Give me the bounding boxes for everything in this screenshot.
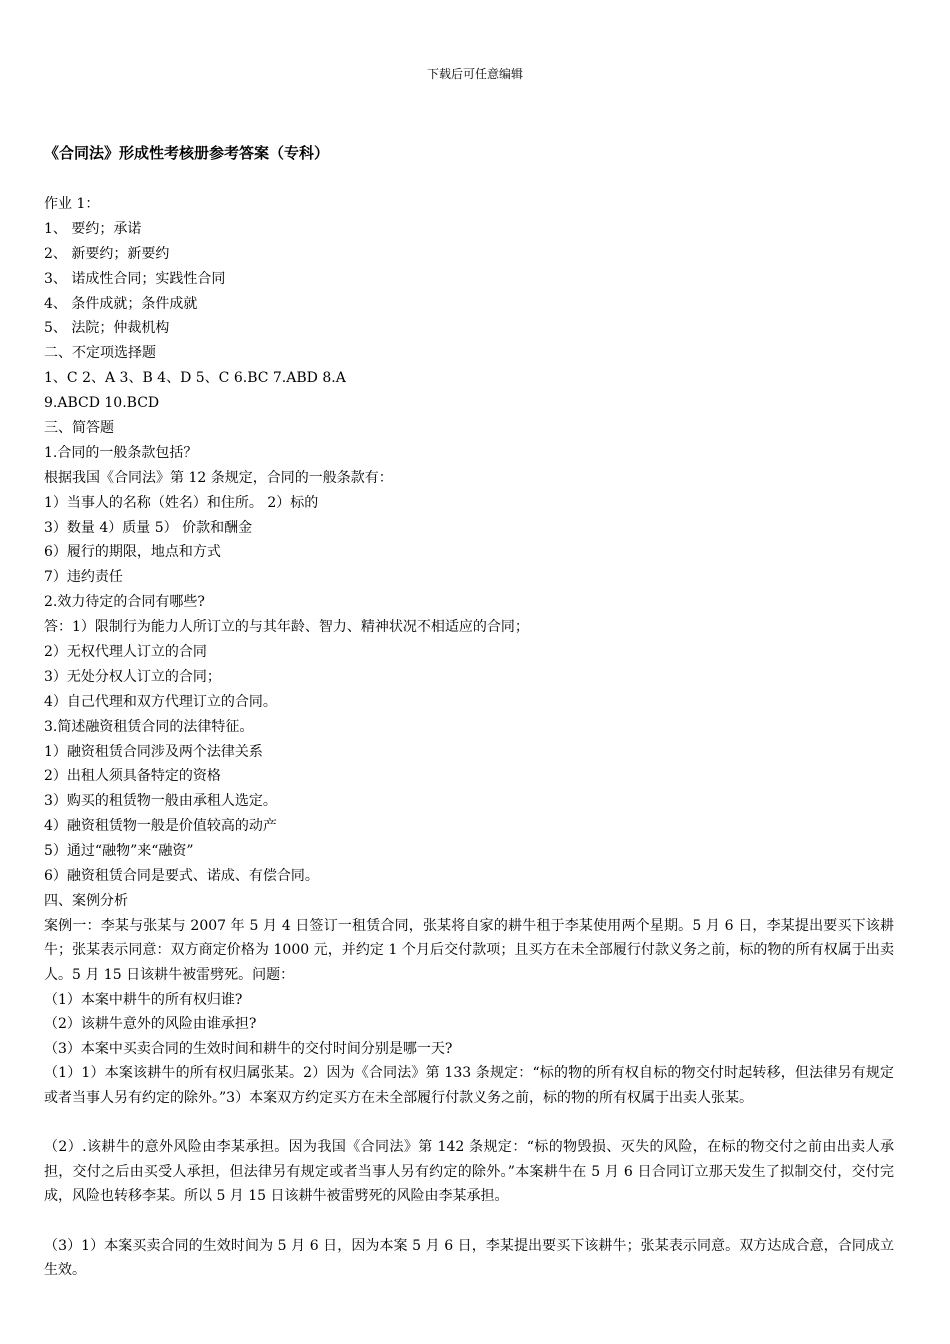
text-line: 7）违约责任 bbox=[44, 569, 123, 586]
document-title: 《合同法》形成性考核册参考答案（专科） bbox=[44, 144, 330, 162]
text-line: 3.简述融资租赁合同的法律特征。 bbox=[44, 718, 254, 735]
case-description: 案例一：李某与张某与 2007 年 5 月 4 日签订一租赁合同，张某将自家的耕牛租于李某使用两个星期。5 月 6 日，李某提出要买下该耕牛；张某表示同意：双方商定价格为 1000 元，并约定 1 个月后交付款项；且买方在未全部履行付款义务之前，标的物的所有权属于出卖人。5 月 15 日该耕牛被雷劈死。问题： bbox=[44, 917, 894, 984]
answer-lines bbox=[44, 192, 894, 914]
text-line: 9.ABCD 10.BCD bbox=[44, 395, 160, 412]
text-line: 1、C 2、A 3、B 4、D 5、C 6.BC 7.ABD 8.A bbox=[44, 370, 346, 387]
text-line: 3）数量 4）质量 5） 价款和酬金 bbox=[44, 519, 253, 536]
case-question-2: （2）该耕牛意外的风险由谁承担? bbox=[44, 1016, 257, 1033]
text-line: 5、 法院；仲裁机构 bbox=[44, 320, 170, 337]
text-line: 三、简答题 bbox=[44, 420, 114, 437]
text-line: 1.合同的一般条款包括？ bbox=[44, 444, 198, 461]
case-answer-1: （1）1）本案该耕牛的所有权归属张某。2）因为《合同法》第 133 条规定：“标的物的所有权自标的物交付时起转移，但法律另有规定或者当事人另有约定的除外。”3）本案双方约定买方在未全部履行付款义务之前，标的物的所有权属于出卖人张某。 bbox=[44, 1065, 894, 1106]
text-line: 2）无权代理人订立的合同 bbox=[44, 644, 207, 661]
paragraph-gap bbox=[44, 1111, 894, 1136]
case-question-3: （3）本案中买卖合同的生效时间和耕牛的交付时间分别是哪一天? bbox=[44, 1040, 453, 1057]
text-line: 1）融资租赁合同涉及两个法律关系 bbox=[44, 743, 263, 760]
text-line: 四、案例分析 bbox=[44, 892, 128, 909]
text-line: 2.效力待定的合同有哪些? bbox=[44, 594, 205, 611]
case-answer-2: （2）.该耕牛的意外风险由李某承担。因为我国《合同法》第 142 条规定：“标的物毁损、灭失的风险，在标的物交付之前由出卖人承担，交付之后由买受人承担，但法律另有规定或者当事人另有约定的除外。”本案耕牛在 5 月 6 日合同订立那天发生了拟制交付，交付完成，风险也转移李某。所以 5 月 15 日该耕牛被雷劈死的风险由李某承担。 bbox=[44, 1139, 894, 1205]
text-line: 2、 新要约；新要约 bbox=[44, 245, 170, 262]
text-line: 3、 诺成性合同；实践性合同 bbox=[44, 270, 226, 287]
text-line: 答：1）限制行为能力人所订立的与其年龄、智力、精神状况不相适应的合同； bbox=[44, 619, 529, 636]
case-answer-3: （3）1）本案买卖合同的生效时间为 5 月 6 日，因为本案 5 月 6 日，李某提出要买下该耕牛；张某表示同意。双方达成合意，合同成立生效。 bbox=[44, 1237, 894, 1279]
text-line: 6）履行的期限，地点和方式 bbox=[44, 544, 221, 561]
paragraph-gap bbox=[44, 1209, 894, 1234]
page-header: 下载后可任意编辑 bbox=[426, 67, 523, 81]
text-line: 4）融资租赁物一般是价值较高的动产 bbox=[44, 818, 277, 835]
case-question-1: （1）本案中耕牛的所有权归谁? bbox=[44, 991, 243, 1008]
text-line: 3）无处分权人订立的合同； bbox=[44, 668, 221, 685]
text-line: 3）购买的租赁物一般由承租人选定。 bbox=[44, 793, 277, 810]
document-body bbox=[44, 192, 894, 1283]
text-line: 作业 1： bbox=[44, 196, 100, 212]
text-line: 2）出租人须具备特定的资格 bbox=[44, 768, 221, 785]
text-line: 6）融资租赁合同是要式、诺成、有偿合同。 bbox=[44, 868, 319, 885]
text-line: 1）当事人的名称（姓名）和住所。 2）标的 bbox=[44, 494, 319, 511]
text-line: 5）通过“融物”来“融资” bbox=[44, 843, 194, 860]
text-line: 4）自己代理和双方代理订立的合同。 bbox=[44, 693, 277, 710]
text-line: 1、 要约；承诺 bbox=[44, 220, 142, 237]
text-line: 4、 条件成就；条件成就 bbox=[44, 295, 198, 312]
text-line: 二、不定项选择题 bbox=[44, 345, 156, 362]
text-line: 根据我国《合同法》第 12 条规定，合同的一般条款有： bbox=[44, 469, 393, 486]
